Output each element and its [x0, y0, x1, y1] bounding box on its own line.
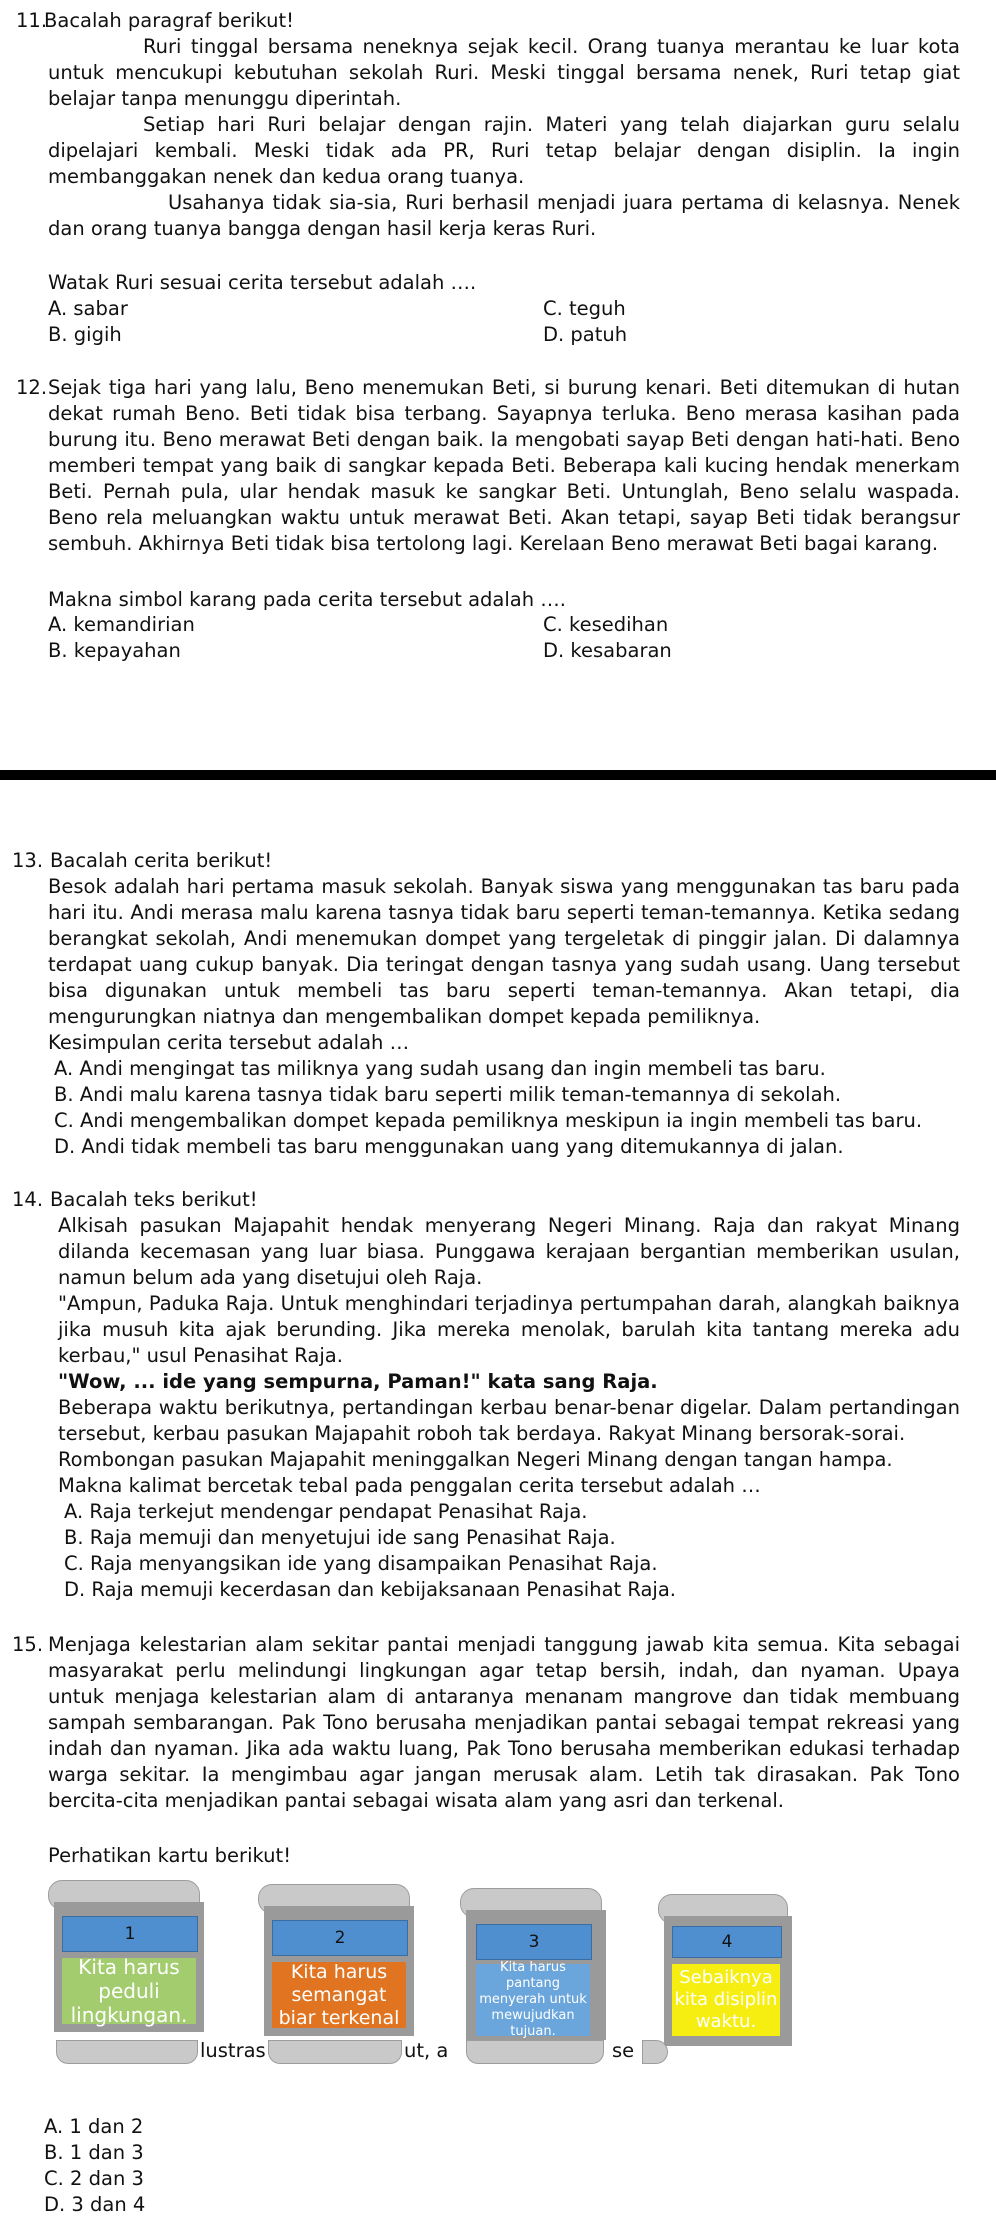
q11-option-c[interactable]: C. teguh [543, 297, 626, 320]
q12-option-d[interactable]: D. kesabaran [543, 639, 672, 662]
q11-intro: Bacalah paragraf berikut! [44, 9, 294, 32]
scroll-bottom-1 [56, 2040, 198, 2064]
q15-number: 15. [12, 1633, 44, 1656]
q14-paragraph-2: "Ampun, Paduka Raja. Untuk menghindari terjadinya pertumpahan darah, alangkah baiknya jika musuh kita ajak berunding. Jika mereka menolak, barulah kita tantang mereka adu kerbau," usul Penasihat Raja. [58, 1292, 960, 1367]
q12-number: 12. [16, 376, 48, 399]
card-4 [658, 1894, 798, 2064]
card-text: Kita harus peduli lingkungan. [62, 1958, 196, 2024]
q11-option-b[interactable]: B. gigih [48, 323, 122, 346]
card-number: 2 [272, 1920, 408, 1956]
q15-option-d[interactable]: D. 3 dan 4 [44, 2193, 146, 2216]
card-number: 3 [476, 1924, 592, 1960]
q14-number: 14. [12, 1188, 44, 1211]
scroll-bottom-2 [268, 2040, 402, 2064]
card-1 [48, 1880, 210, 2050]
obscured-text-mid: ut, a [404, 2039, 449, 2062]
q11-option-a[interactable]: A. sabar [48, 297, 128, 320]
q13-text: Besok adalah hari pertama masuk sekolah. Banyak siswa yang menggunakan tas baru pada hari itu. Andi merasa malu karena tasnya tidak baru seperti teman-temannya. Ketika sedang berangkat sekolah, Andi menemukan dompet yang tergeletak di pinggir jalan. Di dalamnya terdapat uang cukup banyak. Dia teringat dengan tasnya yang sudah usang. Uang tersebut bisa digunakan untuk membeli tas baru seperti teman-temannya. Akan tetapi, dia mengurungkan niatnya dan mengembalikan dompet kepada pemiliknya. [48, 875, 960, 1028]
q11-number: 11. [16, 9, 48, 32]
q12-option-b[interactable]: B. kepayahan [48, 639, 181, 662]
card-number: 1 [62, 1916, 198, 1952]
q13-option-c[interactable]: C. Andi mengembalikan dompet kepada pemiliknya meskipun ia ingin membeli tas baru. [54, 1109, 923, 1132]
q12-text: Sejak tiga hari yang lalu, Beno menemukan Beti, si burung kenari. Beti ditemukan di hutan dekat rumah Beno. Beti tidak bisa terbang. Sayapnya terluka. Beno merasa kasihan pada burung itu. Beno merawat Beti dengan baik. Ia mengobati sayap Beti dengan hati-hati. Beno memberi tempat yang baik di sangkar kepada Beti. Beberapa kali kucing hendak menerkam Beti. Pernah pula, ular hendak masuk ke sangkar Beti. Untunglah, Beno selalu waspada. Beno rela meluangkan waktu untuk merawat Beti. Akan tetapi, sayap Beti tidak berangsur sembuh. Akhirnya Beti tidak bisa tertolong lagi. Kerelaan Beno merawat Beti bagai karang. [48, 376, 960, 555]
q15-option-b[interactable]: B. 1 dan 3 [44, 2141, 144, 2164]
q11-option-d[interactable]: D. patuh [543, 323, 628, 346]
q11-paragraph-1: Ruri tinggal bersama neneknya sejak kecil. Orang tuanya merantau ke luar kota untuk mencukupi kebutuhan sekolah Ruri. Meski tinggal bersama nenek, Ruri tetap giat belajar tanpa menunggu diperintah. [48, 35, 960, 110]
q14-intro: Bacalah teks berikut! [50, 1188, 258, 1211]
q13-question: Kesimpulan cerita tersebut adalah … [48, 1031, 410, 1054]
q14-paragraph-4: Beberapa waktu berikutnya, pertandingan kerbau benar-benar digelar. Dalam pertandingan tersebut, kerbau pasukan Majapahit roboh tak berdaya. Rakyat Minang bersorak-sorai. [58, 1396, 960, 1445]
obscured-line [0, 2040, 850, 2064]
card-text: Sebaiknya kita disiplin waktu. [672, 1964, 780, 2036]
q11-paragraph-3: Usahanya tidak sia-sia, Ruri berhasil menjadi juara pertama di kelasnya. Nenek dan orang tuanya bangga dengan hasil kerja keras Ruri. [48, 191, 960, 240]
q12-option-c[interactable]: C. kesedihan [543, 613, 669, 636]
q14-option-b[interactable]: B. Raja memuji dan menyetujui ide sang Penasihat Raja. [64, 1526, 616, 1549]
card-text: Kita harus pantang menyerah untuk mewujudkan tujuan. [476, 1964, 590, 2036]
scroll-bottom-3 [466, 2040, 604, 2064]
q14-option-c[interactable]: C. Raja menyangsikan ide yang disampaikan Penasihat Raja. [64, 1552, 658, 1575]
q13-option-d[interactable]: D. Andi tidak membeli tas baru menggunakan uang yang ditemukannya di jalan. [54, 1135, 844, 1158]
q11-paragraph-2: Setiap hari Ruri belajar dengan rajin. Materi yang telah diajarkan guru selalu dipelajari kembali. Meski tidak ada PR, Ruri tetap belajar dengan disiplin. Ia ingin membanggakan nenek dan kedua orang tuanya. [48, 113, 960, 188]
q12-option-a[interactable]: A. kemandirian [48, 613, 195, 636]
q14-paragraph-1: Alkisah pasukan Majapahit hendak menyerang Negeri Minang. Raja dan rakyat Minang dilanda kecemasan yang luar biasa. Punggawa kerajaan bergantian memberikan usulan, namun belum ada yang disetujui oleh Raja. [58, 1214, 960, 1289]
q13-option-a[interactable]: A. Andi mengingat tas miliknya yang sudah usang dan ingin membeli tas baru. [54, 1057, 826, 1080]
q15-instruction: Perhatikan kartu berikut! [48, 1844, 292, 1867]
q15-option-a[interactable]: A. 1 dan 2 [44, 2115, 144, 2138]
q12-question: Makna simbol karang pada cerita tersebut adalah …. [48, 588, 566, 611]
card-text: Kita harus semangat biar terkenal [272, 1962, 406, 2028]
q13-intro: Bacalah cerita berikut! [50, 849, 273, 872]
q13-number: 13. [12, 849, 44, 872]
card-2 [258, 1884, 418, 2054]
q15-text: Menjaga kelestarian alam sekitar pantai menjadi tanggung jawab kita semua. Kita sebagai masyarakat perlu melindungi lingkungan agar tetap bersih, indah, dan nyaman. Upaya untuk menjaga kelestarian alam di antaranya menanam mangrove dan tidak membuang sampah sembarangan. Pak Tono berusaha menjadikan pantai sebagai tempat rekreasi yang indah dan nyaman. Jika ada waktu luang, Pak Tono berusaha memberikan edukasi terhadap warga sekitar. Ia mengimbau agar jangan merusak alam. Letih tak dirasakan. Pak Tono bercita-cita menjadikan pantai sebagai wisata alam yang asri dan terkenal. [48, 1633, 960, 1812]
q15-option-c[interactable]: C. 2 dan 3 [44, 2167, 144, 2190]
obscured-text-left: lustras [200, 2039, 266, 2062]
q14-bold-sentence: "Wow, ... ide yang sempurna, Paman!" kata sang Raja. [58, 1370, 658, 1393]
obscured-text-right: se [612, 2039, 635, 2062]
page-divider [0, 770, 996, 780]
card-3 [460, 1888, 610, 2058]
q11-question: Watak Ruri sesuai cerita tersebut adalah …. [48, 271, 477, 294]
card-number: 4 [672, 1926, 782, 1958]
q14-option-d[interactable]: D. Raja memuji kecerdasan dan kebijaksanaan Penasihat Raja. [64, 1578, 677, 1601]
q14-paragraph-5: Rombongan pasukan Majapahit meninggalkan Negeri Minang dengan tangan hampa. [58, 1448, 893, 1471]
q14-option-a[interactable]: A. Raja terkejut mendengar pendapat Penasihat Raja. [64, 1500, 588, 1523]
q13-option-b[interactable]: B. Andi malu karena tasnya tidak baru seperti milik teman-temannya di sekolah. [54, 1083, 842, 1106]
q14-question: Makna kalimat bercetak tebal pada penggalan cerita tersebut adalah … [58, 1474, 761, 1497]
scroll-bottom-4 [642, 2040, 668, 2064]
